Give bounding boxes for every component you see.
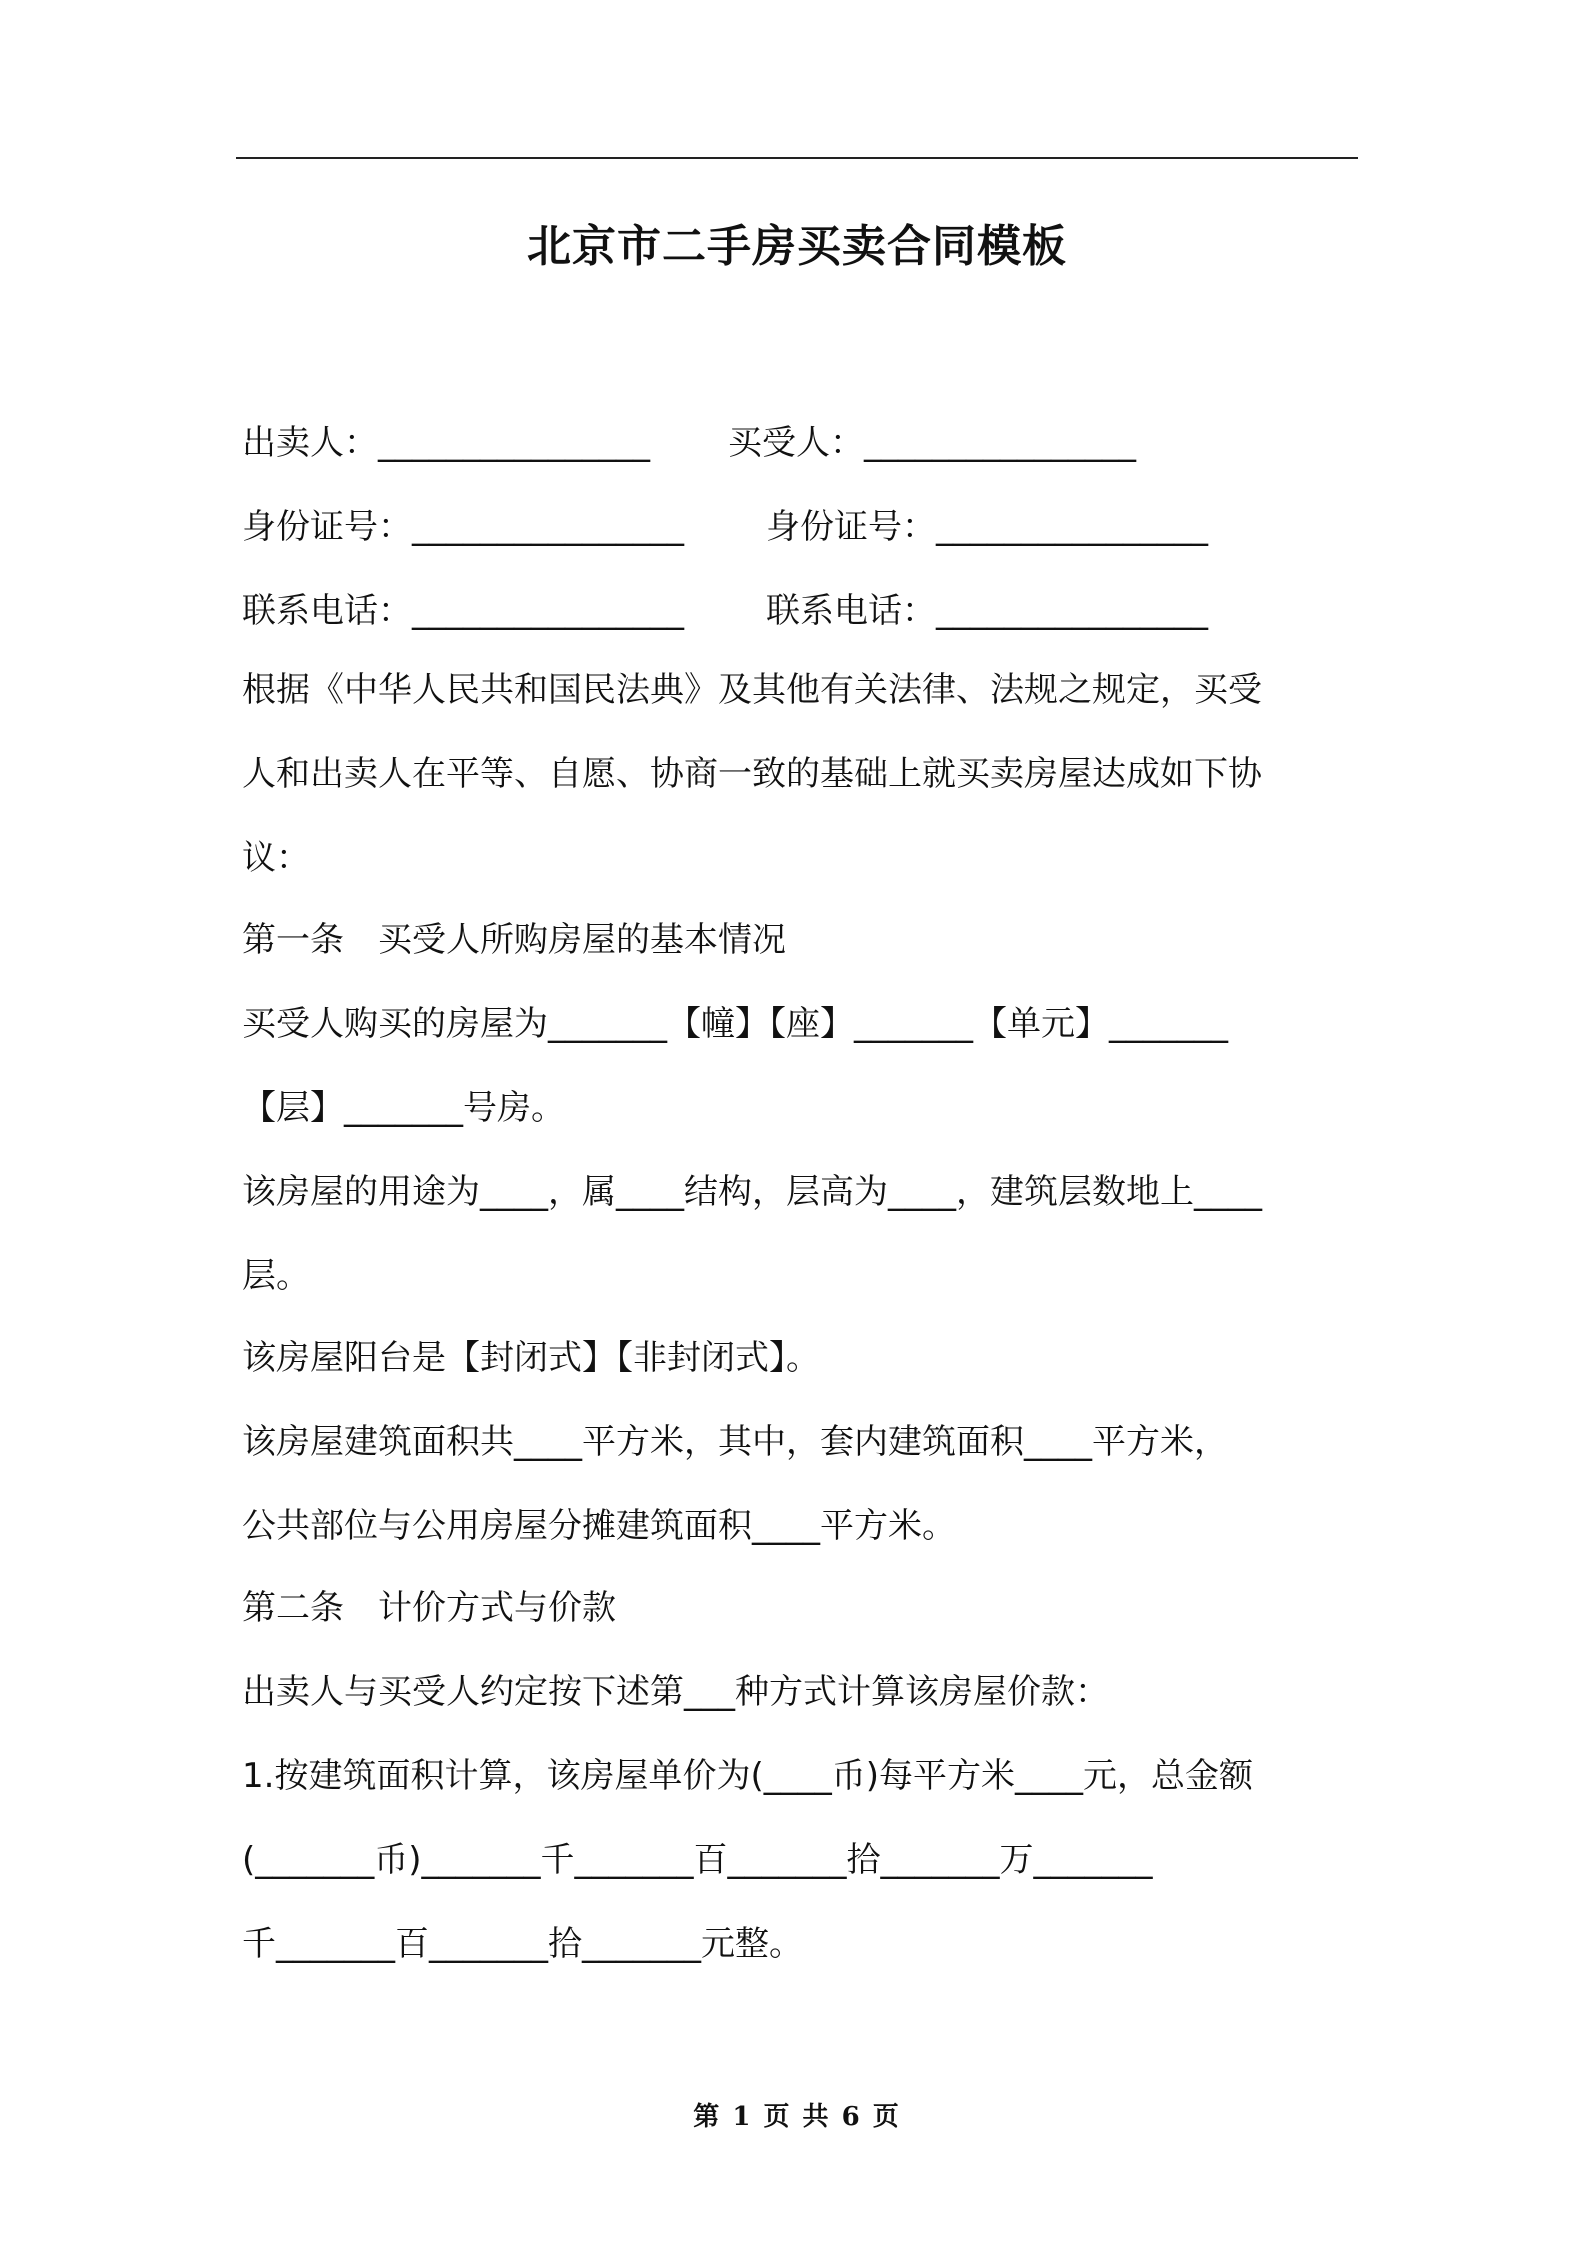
body-line: 公共部位与公用房屋分摊建筑面积____平方米。	[242, 1506, 956, 1546]
header-rule	[236, 157, 1358, 159]
body-line: 千_______百_______拾_______元整。	[242, 1924, 803, 1964]
body-line: (_______币)_______千_______百_______拾_______万_______	[242, 1840, 1153, 1880]
buyer-field: 买受人：________________	[728, 423, 1136, 463]
body-line: 出卖人与买受人约定按下述第___种方式计算该房屋价款：	[242, 1672, 1109, 1712]
body-line: 根据《中华人民共和国民法典》及其他有关法律、法规之规定，买受	[242, 670, 1262, 710]
party-row-ids	[242, 502, 1360, 552]
seller-field: 出卖人：________________	[242, 423, 650, 463]
body-line: 议：	[242, 838, 310, 878]
article-heading: 第一条 买受人所购房屋的基本情况	[242, 920, 786, 960]
body-line: 买受人购买的房屋为_______【幢】【座】_______【单元】_______	[242, 1004, 1228, 1044]
body-line: 【层】_______号房。	[242, 1088, 565, 1128]
body-line: 该房屋的用途为____，属____结构，层高为____，建筑层数地上____	[242, 1172, 1262, 1212]
page-number: 第 1 页 共 6 页	[693, 2102, 901, 2132]
buyer-id-field: 身份证号：________________	[766, 507, 1208, 547]
body-line: 该房屋阳台是【封闭式】【非封闭式】。	[242, 1338, 820, 1378]
body-line: 1.按建筑面积计算，该房屋单价为(____币)每平方米____元，总金额	[242, 1756, 1253, 1796]
document-title: 北京市二手房买卖合同模板	[527, 221, 1067, 272]
article-heading: 第二条 计价方式与价款	[242, 1588, 616, 1628]
buyer-phone-field: 联系电话：________________	[766, 591, 1208, 631]
seller-phone-field: 联系电话：________________	[242, 591, 684, 631]
body-line: 该房屋建筑面积共____平方米，其中，套内建筑面积____平方米，	[242, 1422, 1228, 1462]
party-row-names	[242, 418, 1360, 468]
body-line: 层。	[242, 1256, 310, 1296]
party-row-phones	[242, 586, 1360, 636]
body-line: 人和出卖人在平等、自愿、协商一致的基础上就买卖房屋达成如下协	[242, 754, 1262, 794]
seller-id-field: 身份证号：________________	[242, 507, 684, 547]
